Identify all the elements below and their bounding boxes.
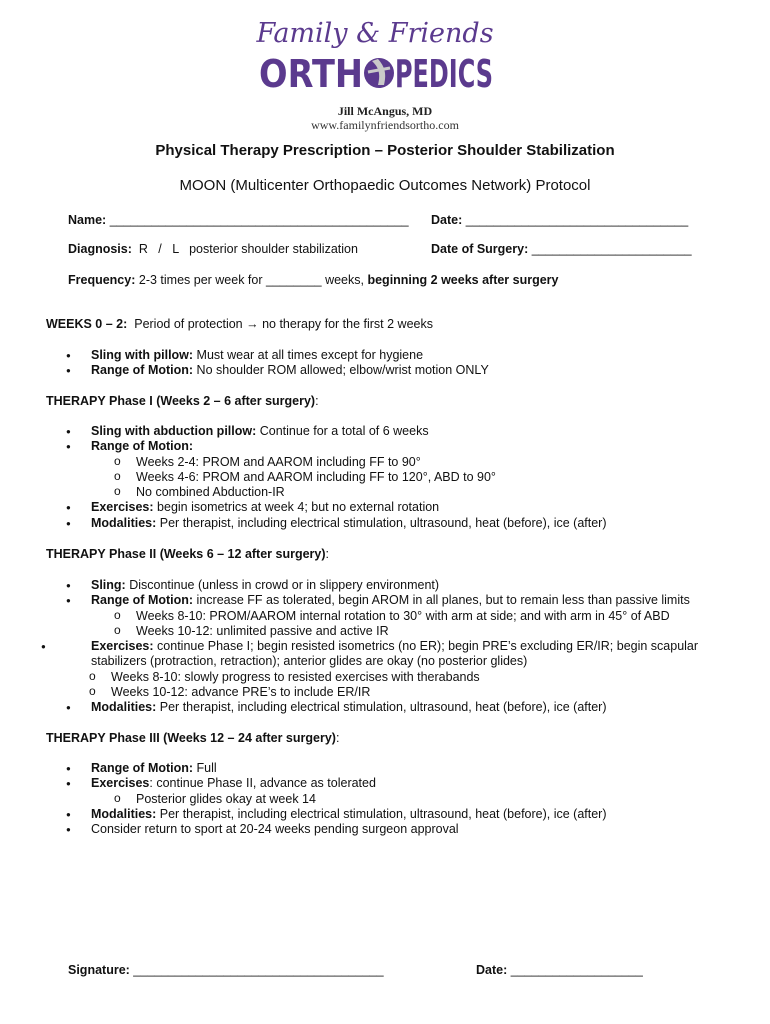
sub-item: o Weeks 10-12: unlimited passive and active IR: [91, 624, 726, 639]
doctor-name: Jill McAngus, MD: [337, 104, 433, 118]
list-item: [66, 424, 726, 439]
signature-blank[interactable]: ____________________________________: [129, 963, 384, 977]
name-field[interactable]: [68, 213, 409, 228]
frequency-value: 2-3 times per week for ________ weeks,: [135, 273, 368, 287]
logo-pedics-text: PEDICS: [395, 52, 493, 96]
item-text: Discontinue (unless in crowd or in slippery environment): [125, 578, 440, 592]
surgery-date-field[interactable]: [431, 242, 692, 257]
list-item: [41, 639, 726, 700]
list-item: [66, 700, 726, 715]
list-item: [66, 776, 726, 807]
frequency-field: [68, 273, 559, 288]
logo-script-text: Family & Friends: [256, 18, 494, 49]
item-label: Sling:: [91, 578, 126, 592]
logo-orth-text: ORTH: [259, 52, 363, 96]
signature-date-label: Date:: [476, 963, 508, 977]
item-label: Range of Motion:: [91, 363, 194, 378]
list-item: [66, 439, 726, 500]
practice-logo: [250, 12, 500, 100]
diagnosis-field: [68, 242, 358, 257]
item-text: Per therapist, including electrical stimulation, ultrasound, heat (before), ice (after): [156, 515, 607, 530]
list-item: [66, 761, 726, 776]
item-label: Range of Motion:: [91, 439, 194, 454]
item-text: begin isometrics at week 4; but no external rotation: [153, 500, 440, 515]
sub-item: o Weeks 10-12: advance PRE’s to include ER/IR: [66, 685, 726, 700]
item-label: Range of Motion:: [91, 593, 194, 608]
item-label: Exercises:: [91, 500, 154, 515]
item-text: Per therapist, including electrical stimulation, ultrasound, heat (before), ice (after): [156, 700, 607, 715]
diagnosis-label: Diagnosis:: [68, 242, 132, 256]
surgery-date-blank[interactable]: _______________________: [528, 242, 692, 256]
list-item: [66, 363, 726, 378]
item-label: Modalities:: [91, 806, 157, 821]
list-item: [66, 807, 726, 822]
signature-date-field[interactable]: [476, 963, 643, 978]
item-text: continue Phase I; begin resisted isometrics (no ER); begin PRE’s excluding ER/IR; begin scapular stabilizers (protraction, retraction); anterior glides are okay (no posterior glides): [91, 639, 699, 669]
phase-2-list: [66, 578, 726, 716]
list-item: [66, 348, 726, 363]
signature-label: Signature:: [68, 963, 130, 977]
weeks-0-2-list: [66, 348, 726, 379]
signature-date-blank[interactable]: ___________________: [507, 963, 643, 977]
sub-item: o Posterior glides okay at week 14: [91, 792, 726, 807]
list-item: [66, 500, 726, 515]
item-text: Consider return to sport at 20-24 weeks pending surgeon approval: [91, 822, 459, 837]
page-subtitle: MOON (Multicenter Orthopaedic Outcomes Network) Protocol: [179, 177, 591, 194]
surgery-date-label: Date of Surgery:: [431, 242, 529, 256]
item-label: Sling with pillow:: [91, 348, 194, 362]
phase-1-heading: [46, 394, 319, 409]
phase-2-title: THERAPY Phase II (Weeks 6 – 12 after surgery): [46, 547, 326, 561]
item-label: Exercises:: [91, 639, 154, 654]
weeks-0-2-text: Period of protection → no therapy for the first 2 weeks: [127, 317, 433, 331]
sub-list: [91, 609, 726, 640]
date-field[interactable]: [431, 213, 688, 228]
item-text: Per therapist, including electrical stimulation, ultrasound, heat (before), ice (after): [156, 806, 607, 821]
heading-colon: :: [325, 547, 330, 561]
item-text: No shoulder ROM allowed; elbow/wrist motion ONLY: [193, 363, 489, 378]
phase-3-list: [66, 761, 726, 837]
date-blank[interactable]: ________________________________: [462, 213, 689, 227]
sub-list: [91, 792, 726, 807]
item-text: Full: [193, 761, 217, 775]
item-label: Range of Motion:: [91, 761, 194, 775]
frequency-label: Frequency:: [68, 273, 136, 287]
list-item: [66, 516, 726, 531]
weeks-0-2-heading: [46, 317, 433, 332]
item-label: Modalities:: [91, 700, 157, 715]
sub-list: [66, 670, 726, 701]
diagnosis-value: R / L posterior shoulder stabilization: [131, 242, 358, 256]
name-label: Name:: [68, 213, 107, 227]
heading-colon: :: [335, 731, 340, 745]
phase-1-list: [66, 424, 726, 531]
date-label: Date:: [431, 213, 463, 227]
item-text: : continue Phase II, advance as tolerated: [149, 776, 376, 791]
sub-item: o Weeks 4-6: PROM and AAROM including FF to 120°, ABD to 90°: [91, 470, 726, 485]
name-blank[interactable]: ___________________________________________: [106, 213, 409, 227]
phase-3-heading: [46, 731, 339, 746]
phase-1-title: THERAPY Phase I (Weeks 2 – 6 after surgery): [46, 394, 316, 408]
item-label: Sling with abduction pillow:: [91, 424, 257, 438]
sub-item: o Weeks 8-10: slowly progress to resisted exercises with therabands: [66, 670, 726, 685]
signature-field[interactable]: [68, 963, 384, 978]
item-label: Exercises: [91, 776, 150, 791]
sub-item: o No combined Abduction-IR: [91, 485, 726, 500]
frequency-bold: beginning 2 weeks after surgery: [367, 273, 559, 287]
website-url: www.familynfriendsortho.com: [311, 118, 459, 132]
heading-colon: :: [315, 394, 319, 408]
item-text: Continue for a total of 6 weeks: [256, 424, 429, 438]
list-item: [66, 578, 726, 593]
weeks-0-2-label: WEEKS 0 – 2:: [46, 317, 128, 331]
sub-list: [91, 455, 726, 501]
page-title: Physical Therapy Prescription – Posterior Shoulder Stabilization: [155, 142, 615, 159]
list-item: [66, 593, 726, 639]
phase-2-heading: [46, 547, 329, 562]
list-item: [66, 822, 726, 837]
item-text: increase FF as tolerated, begin AROM in all planes, but to remain less than passive limits: [193, 593, 690, 608]
sub-item: o Weeks 2-4: PROM and AAROM including FF to 90°: [91, 455, 726, 470]
phase-3-title: THERAPY Phase III (Weeks 12 – 24 after surgery): [46, 731, 336, 745]
sub-item: o Weeks 8-10: PROM/AAROM internal rotation to 30° with arm at side; and with arm in 45° of ABD: [91, 609, 726, 624]
item-label: Modalities:: [91, 515, 157, 530]
item-text: Must wear at all times except for hygiene: [193, 348, 424, 362]
